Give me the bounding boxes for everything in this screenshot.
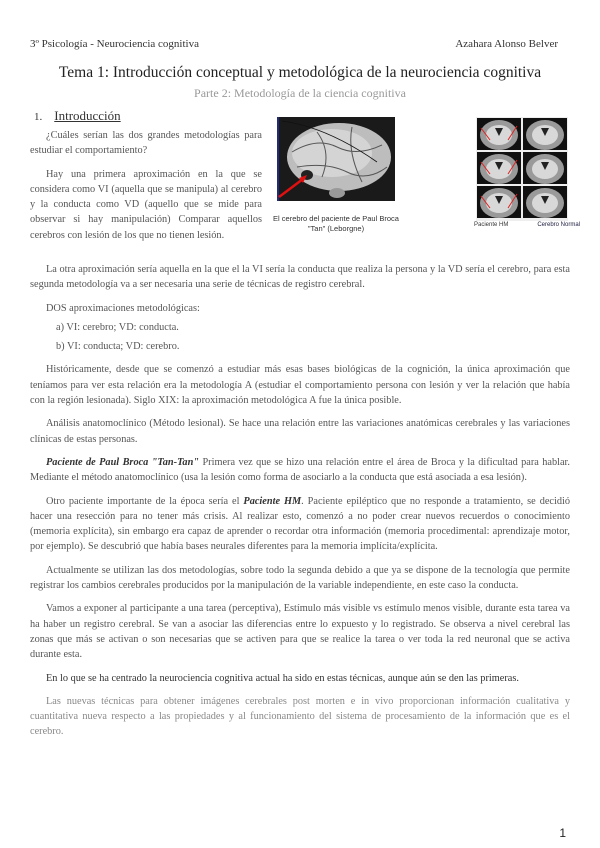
paragraph: ¿Cuáles serían las dos grandes metodologías para estudiar el comportamiento? xyxy=(30,130,262,157)
mri-caption-right: Cerebro Normal xyxy=(537,222,580,228)
header-course: 3º Psicología - Neurociencia cognitiva xyxy=(30,38,199,50)
paragraph: DOS aproximaciones metodológicas: xyxy=(46,302,200,314)
paragraph-text: Primera vez que se hizo una relación entre el área de Broca y la dificultad para hablar. Mediante el método anatomoclínico (usa la lesión como forma de asociarlo a la conducta que está asociada a esa lesión). xyxy=(30,456,570,484)
hm-mri-image xyxy=(476,117,576,226)
intro-column xyxy=(30,128,262,251)
paragraph: Históricamente, desde que se comenzó a estudiar más esas bases biológicas de la cognición, la única aproximación que teníamos para ver esta relación era la metodología A (estudiar el comportamiento persona con lesión y ver la relación que había con la región lesionada). Siglo XIX: la aproximación metodológica A fue la única posible. xyxy=(30,364,570,407)
paragraph-text: . Paciente epiléptico que no responde a tratamiento, se decidió hacer una resección para no tener más crisis. Al realizar esto, comenzó a no poder crear nuevos recuerdos o conocimiento (memoria explícita), sin embargo era capaz de aprender o recordar otra información (memoria procedimental: aprendizaje motor, por ejemplo). Se descubrió que había bases neurales diferentes para la memoria implícita/explícita. xyxy=(30,495,570,553)
paragraph: Actualmente se utilizan las dos metodologías, sobre todo la segunda debido a que ya se dispone de la tecnología que permite registrar los cambios cerebrales producidos por la manipulación de la variable independiente, en este caso la conducta. xyxy=(30,564,570,592)
list-item: a) VI: cerebro; VD: conducta. xyxy=(56,321,179,333)
paragraph xyxy=(30,494,570,555)
section-label: Introducción xyxy=(54,108,121,123)
paragraph: Hay una primera aproximación en la que se considera como VI (aquella que se manipula) al cerebro y la conducta como VD (aquello que se mide para observar si hay manipulación) Comparar aquellos cerebros con lesión de los que no tienen lesión. xyxy=(30,168,262,241)
paragraph: En lo que se ha centrado la neurociencia cognitiva actual ha sido en estas técnicas, aunque aún se den las primeras. xyxy=(46,672,519,684)
broca-brain-image xyxy=(277,117,395,206)
paragraph-text: Otro paciente importante de la época sería el xyxy=(46,495,244,507)
hm-mri-caption xyxy=(474,222,580,228)
header-author: Azahara Alonso Belver xyxy=(455,38,558,50)
section-heading xyxy=(34,108,121,124)
paragraph: Análisis anatomoclínico (Método lesional). Se hace una relación entre las variaciones anatómicas cerebrales y las variaciones clínicas de estas personas. xyxy=(30,418,570,445)
list-item: b) VI: conducta; VD: cerebro. xyxy=(56,341,180,353)
paragraph: Vamos a exponer al participante a una tarea (perceptiva), Estímulo más visible vs estímulo menos visible, durante esta tarea va ha haber un registro cerebral. Se van a asociar las diferencias entre lo expuesto y lo registrado. Se observa a nivel cerebral las zonas que más se activan o son necesarias que se activen para que se realice la tarea o ver toda la red neuronal que se activa durante esta. xyxy=(30,603,570,661)
paragraph xyxy=(30,455,570,486)
broca-patient-label: Paciente de Paul Broca "Tan-Tan" xyxy=(46,456,200,468)
hm-patient-label: Paciente HM xyxy=(243,495,302,507)
page-title: Tema 1: Introducción conceptual y metodológica de la neurociencia cognitiva xyxy=(58,64,542,81)
paragraph: Las nuevas técnicas para obtener imágenes cerebrales post morten e in vivo proporcionan información cualitativa y cuantitativa nueva respecto a las propiedades y al funcionamiento del sistema de procesamiento de la información que es el cerebro. xyxy=(30,695,570,738)
document-body xyxy=(30,262,570,748)
section-number: 1. xyxy=(34,111,43,123)
broca-brain-caption: El cerebro del paciente de Paul Broca "Tan" (Leborgne) xyxy=(273,214,399,233)
page-subtitle: Parte 2: Metodología de la ciencia cognitiva xyxy=(194,86,406,100)
page-number: 1 xyxy=(559,826,566,840)
mri-caption-left: Paciente HM xyxy=(474,222,509,228)
paragraph: La otra aproximación sería aquella en la que el la VI sería la conducta que realiza la persona y la VD sería el cerebro, para esta segunda metodología va a ser necesaria una serie de técnicas de registro cerebral. xyxy=(30,264,570,291)
